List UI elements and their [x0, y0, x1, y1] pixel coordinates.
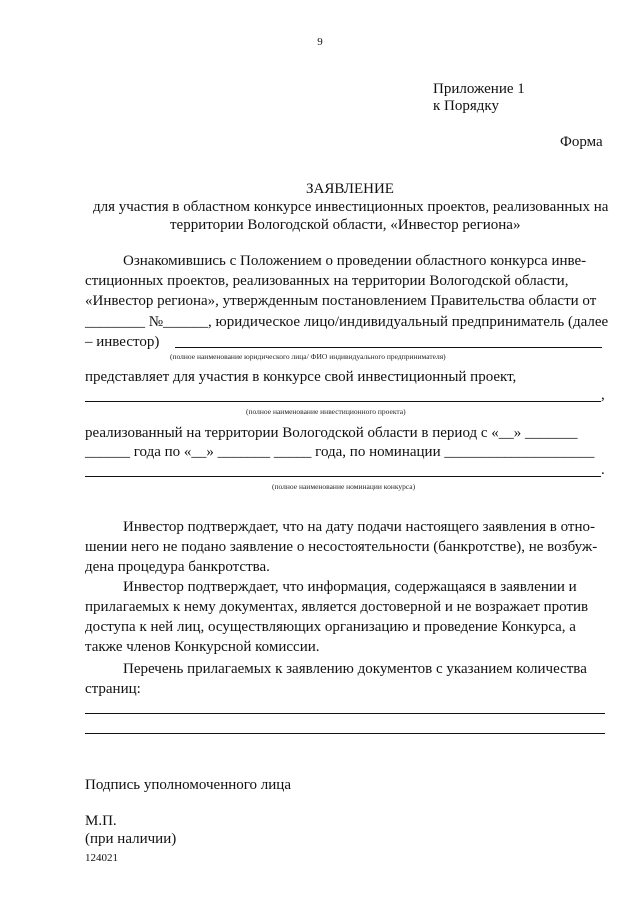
paragraph-3-line-1: Перечень прилагаемых к заявлению документов с указанием количества: [123, 661, 587, 677]
seal-note: (при наличии): [85, 831, 177, 847]
project-caption: (полное наименование инвестиционного проекта): [246, 407, 406, 416]
paragraph-2-line-4: также членов Конкурсной комиссии.: [85, 639, 320, 655]
applicant-caption: (полное наименование юридического лица/ ФИО индивидуального предпринимателя): [170, 352, 446, 361]
intro-line-4: ________ №______, юридическое лицо/индивидуальный предприниматель (далее: [85, 314, 609, 330]
footer-code: 124021: [85, 852, 118, 864]
intro-line-5: – инвестор): [85, 334, 160, 350]
seal-label: М.П.: [85, 813, 117, 829]
project-line: представляет для участия в конкурсе свой инвестиционный проект,: [85, 369, 517, 385]
paragraph-2-line-2: прилагаемых к нему документах, является достоверной и не возражает против: [85, 599, 589, 615]
appendix-line-2: к Порядку: [433, 98, 499, 114]
applicant-name-line: [175, 347, 602, 348]
project-name-line: [85, 401, 601, 402]
documents-list-line-1: [85, 713, 605, 714]
nomination-caption: (полное наименование номинации конкурса): [272, 482, 416, 491]
nomination-line-period: .: [601, 462, 605, 478]
intro-line-3: «Инвестор региона», утвержденным постановлением Правительства области от: [85, 293, 597, 309]
paragraph-3-line-2: страниц:: [85, 681, 141, 697]
period-line-1: реализованный на территории Вологодской области в период с «__» _______: [85, 425, 578, 441]
paragraph-1-line-2: шении него не подано заявление о несостоятельности (банкротстве), не возбуж-: [85, 539, 598, 555]
documents-list-line-2: [85, 733, 605, 734]
signature-label: Подпись уполномоченного лица: [85, 777, 291, 793]
paragraph-1-line-3: дена процедура банкротства.: [85, 559, 270, 575]
intro-line-2: стиционных проектов, реализованных на территории Вологодской области,: [85, 273, 569, 289]
document-subtitle-2: территории Вологодской области, «Инвестор региона»: [170, 217, 521, 233]
period-line-2: ______ года по «__» _______ _____ года, по номинации ____________________: [85, 444, 595, 460]
paragraph-2-line-1: Инвестор подтверждает, что информация, содержащаяся в заявлении и: [123, 579, 577, 595]
intro-line-1: Ознакомившись с Положением о проведении областного конкурса инве-: [123, 253, 587, 269]
page-number: 9: [317, 36, 323, 48]
paragraph-1-line-1: Инвестор подтверждает, что на дату подачи настоящего заявления в отно-: [123, 519, 596, 535]
form-label: Форма: [560, 134, 603, 150]
paragraph-2-line-3: доступа к ней лиц, осуществляющих организацию и проведение Конкурса, а: [85, 619, 576, 635]
document-title: ЗАЯВЛЕНИЕ: [306, 181, 394, 197]
appendix-line-1: Приложение 1: [433, 81, 525, 97]
document-subtitle-1: для участия в областном конкурсе инвестиционных проектов, реализованных на: [93, 199, 609, 215]
project-line-comma: ,: [601, 387, 605, 403]
nomination-line: [85, 476, 601, 477]
